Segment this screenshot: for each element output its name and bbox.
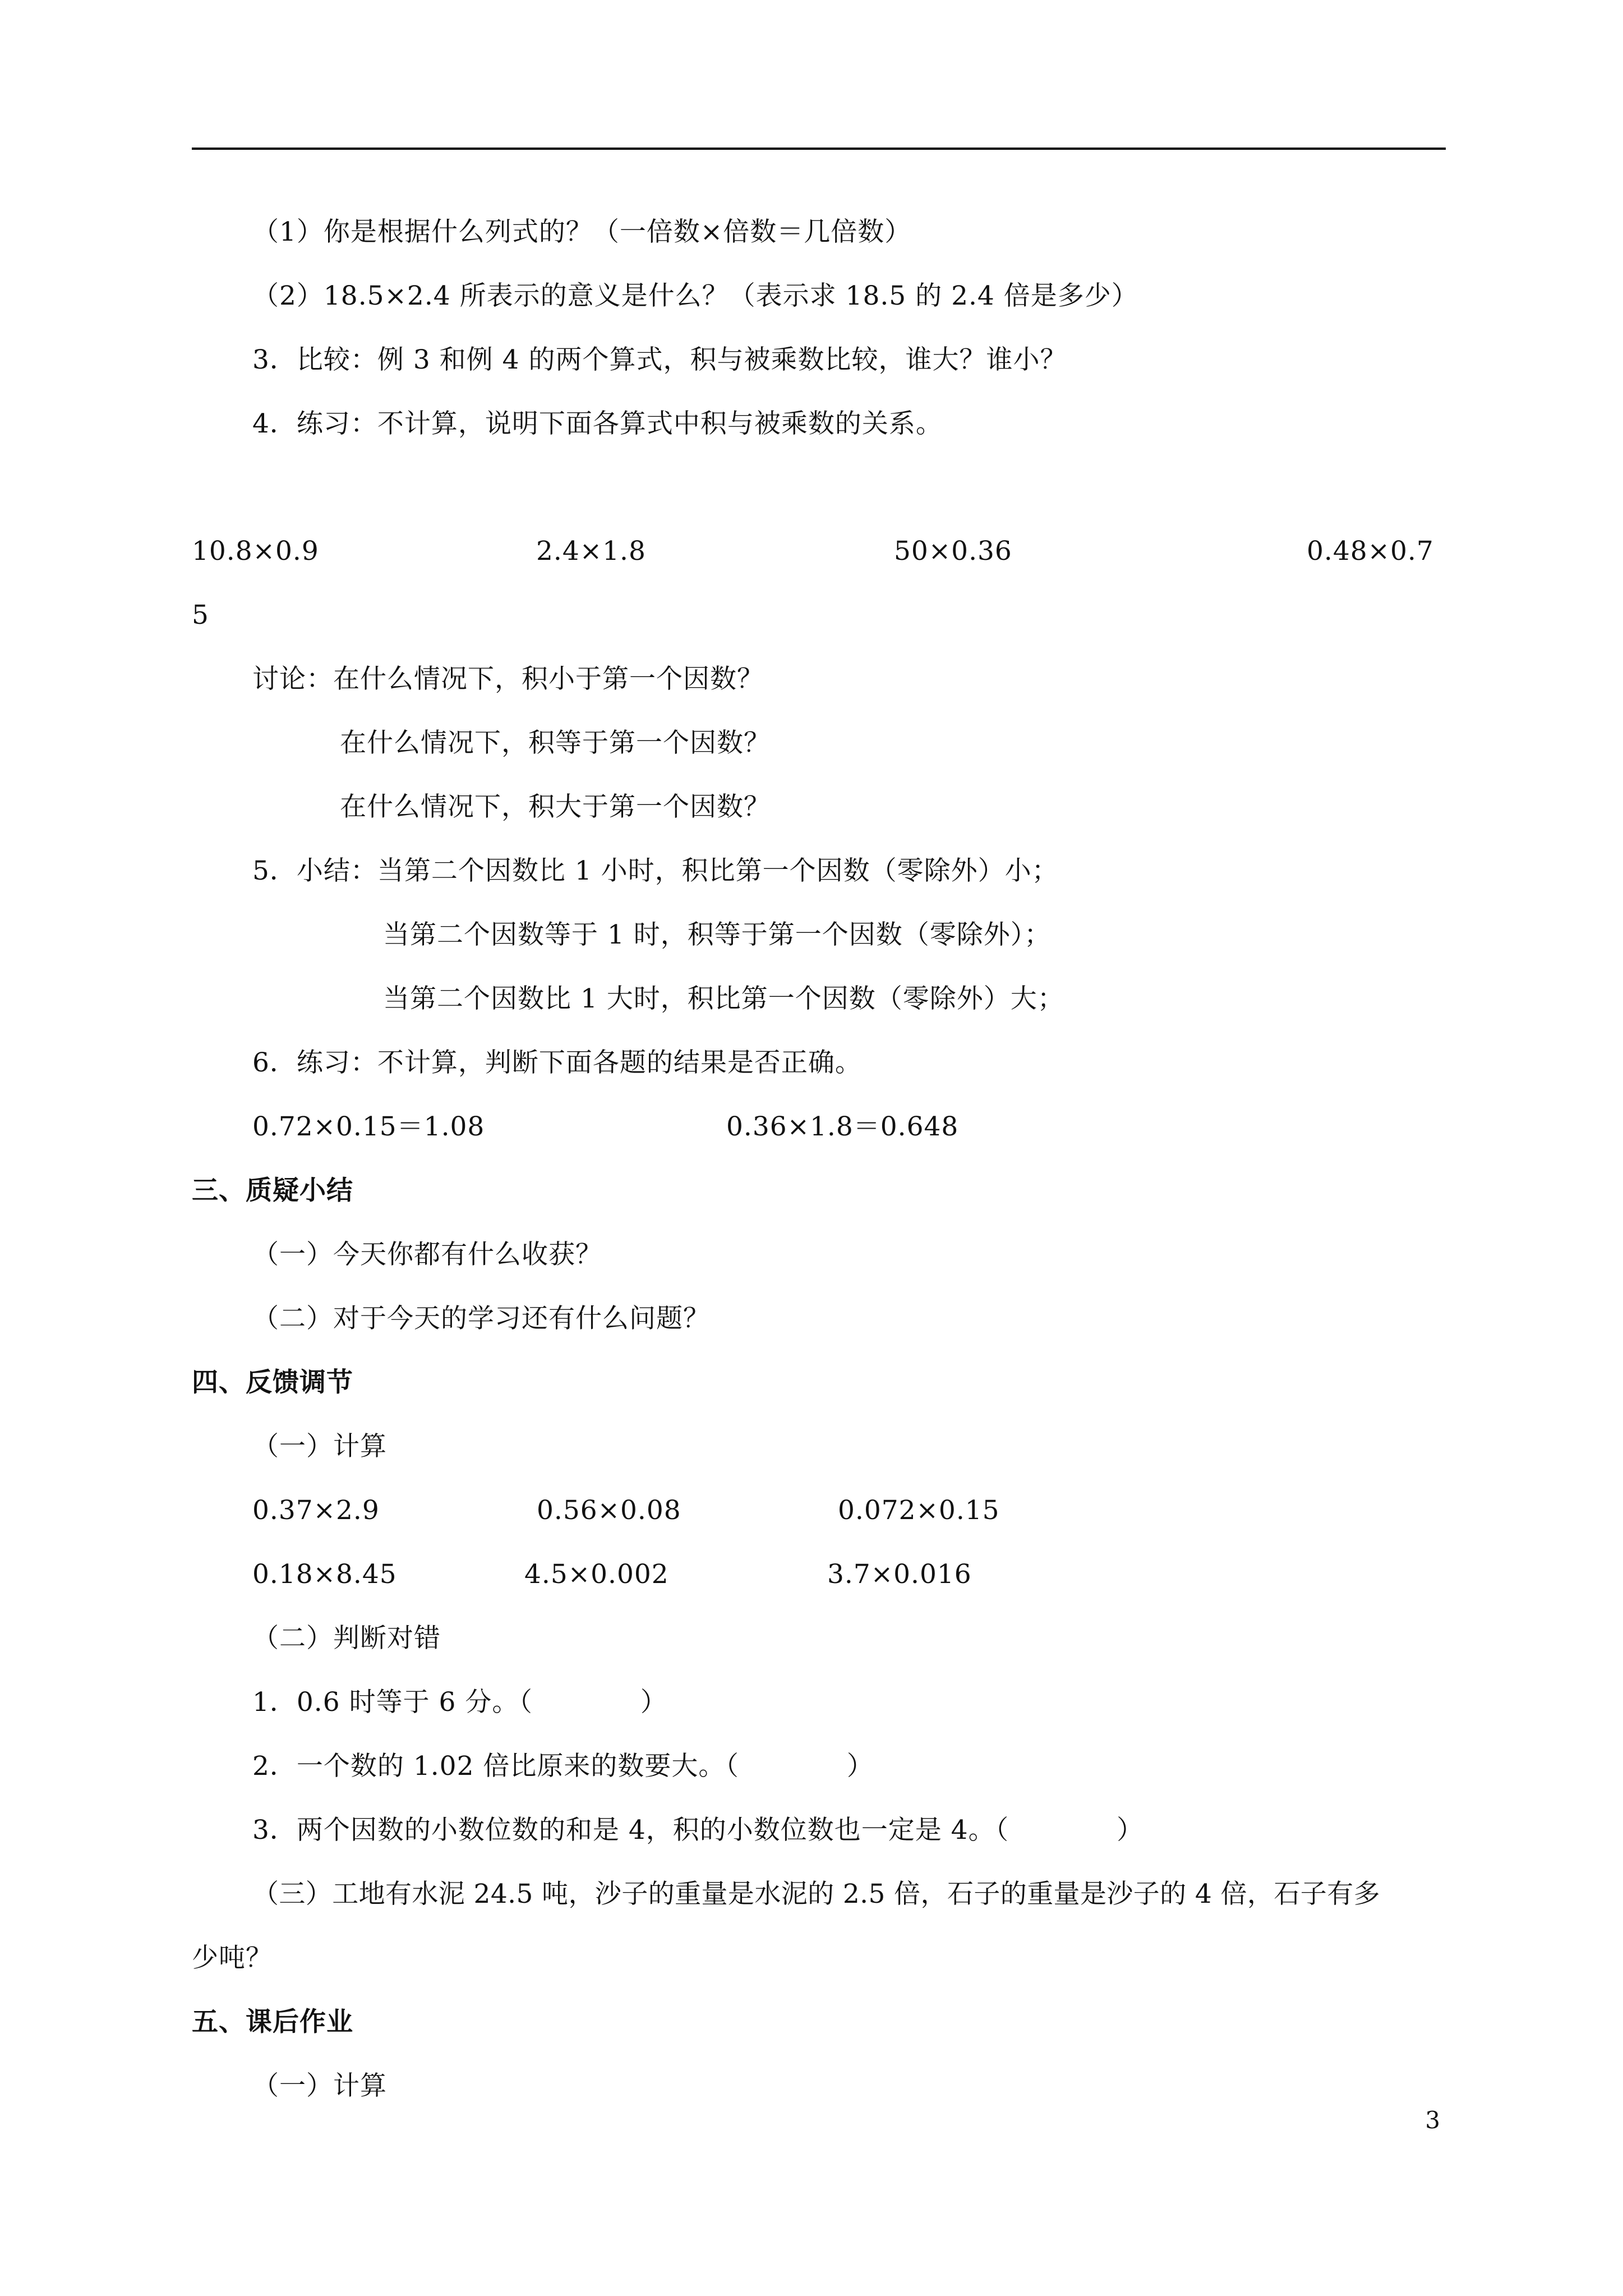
summary-line: 当第二个因数等于 1 时，积等于第一个因数（零除外）； xyxy=(383,919,1052,950)
expression: 50×0.36 xyxy=(894,536,1012,567)
true-false-item: 2．一个数的 1.02 倍比原来的数要大。（ ） xyxy=(252,1751,874,1782)
section-heading: 五、课后作业 xyxy=(192,2007,353,2037)
practice-item: 6．练习：不计算，判断下面各题的结果是否正确。 xyxy=(252,1047,862,1078)
expression: 0.48×0.7 xyxy=(1307,536,1434,567)
compare-item: 3．比较：例 3 和例 4 的两个算式，积与被乘数比较，谁大？谁小？ xyxy=(252,344,1067,375)
header-rule xyxy=(192,148,1446,150)
question-basis: （1）你是根据什么列式的？（一倍数×倍数＝几倍数） xyxy=(252,217,912,247)
subsection-label: （二）判断对错 xyxy=(252,1623,441,1654)
subsection-label: （一）计算 xyxy=(252,1431,387,1462)
discussion-line: 在什么情况下，积等于第一个因数？ xyxy=(340,728,771,758)
discussion-line: 在什么情况下，积大于第一个因数？ xyxy=(340,792,771,822)
expression: 10.8×0.9 xyxy=(192,536,319,567)
subsection-label: （一）计算 xyxy=(252,2070,387,2101)
practice-item: 4．练习：不计算，说明下面各算式中积与被乘数的关系。 xyxy=(252,408,943,439)
review-question: （二）对于今天的学习还有什么问题？ xyxy=(252,1303,710,1334)
expression-wrap: 5 xyxy=(192,600,209,631)
section-heading: 四、反馈调节 xyxy=(192,1367,353,1398)
summary-line: 5．小结：当第二个因数比 1 小时，积比第一个因数（零除外）小； xyxy=(252,855,1059,886)
expression: 0.72×0.15＝1.08 xyxy=(252,1111,485,1142)
expression: 4.5×0.002 xyxy=(524,1559,669,1590)
section-heading: 三、质疑小结 xyxy=(192,1175,353,1206)
question-meaning: （2）18.5×2.4 所表示的意义是什么？（表示求 18.5 的 2.4 倍是多少） xyxy=(252,280,1138,311)
true-false-item: 1．0.6 时等于 6 分。（ ） xyxy=(252,1687,667,1718)
expression: 3.7×0.016 xyxy=(827,1559,972,1590)
expression: 0.072×0.15 xyxy=(838,1495,1000,1526)
expression: 0.18×8.45 xyxy=(252,1559,397,1590)
summary-line: 当第二个因数比 1 大时，积比第一个因数（零除外）大； xyxy=(383,983,1064,1014)
expression: 0.36×1.8＝0.648 xyxy=(726,1111,959,1142)
true-false-item: 3．两个因数的小数位数的和是 4，积的小数位数也一定是 4。（ ） xyxy=(252,1815,1144,1846)
expression: 2.4×1.8 xyxy=(536,536,646,567)
word-problem-cont: 少吨？ xyxy=(192,1943,273,1973)
expression: 0.37×2.9 xyxy=(252,1495,380,1526)
review-question: （一）今天你都有什么收获？ xyxy=(252,1239,602,1270)
expression: 0.56×0.08 xyxy=(537,1495,681,1526)
word-problem: （三）工地有水泥 24.5 吨，沙子的重量是水泥的 2.5 倍，石子的重量是沙子的 4 倍，石子有多 xyxy=(252,1879,1380,1910)
page-number: 3 xyxy=(1425,2106,1440,2134)
discussion-line: 讨论：在什么情况下，积小于第一个因数？ xyxy=(252,664,764,694)
